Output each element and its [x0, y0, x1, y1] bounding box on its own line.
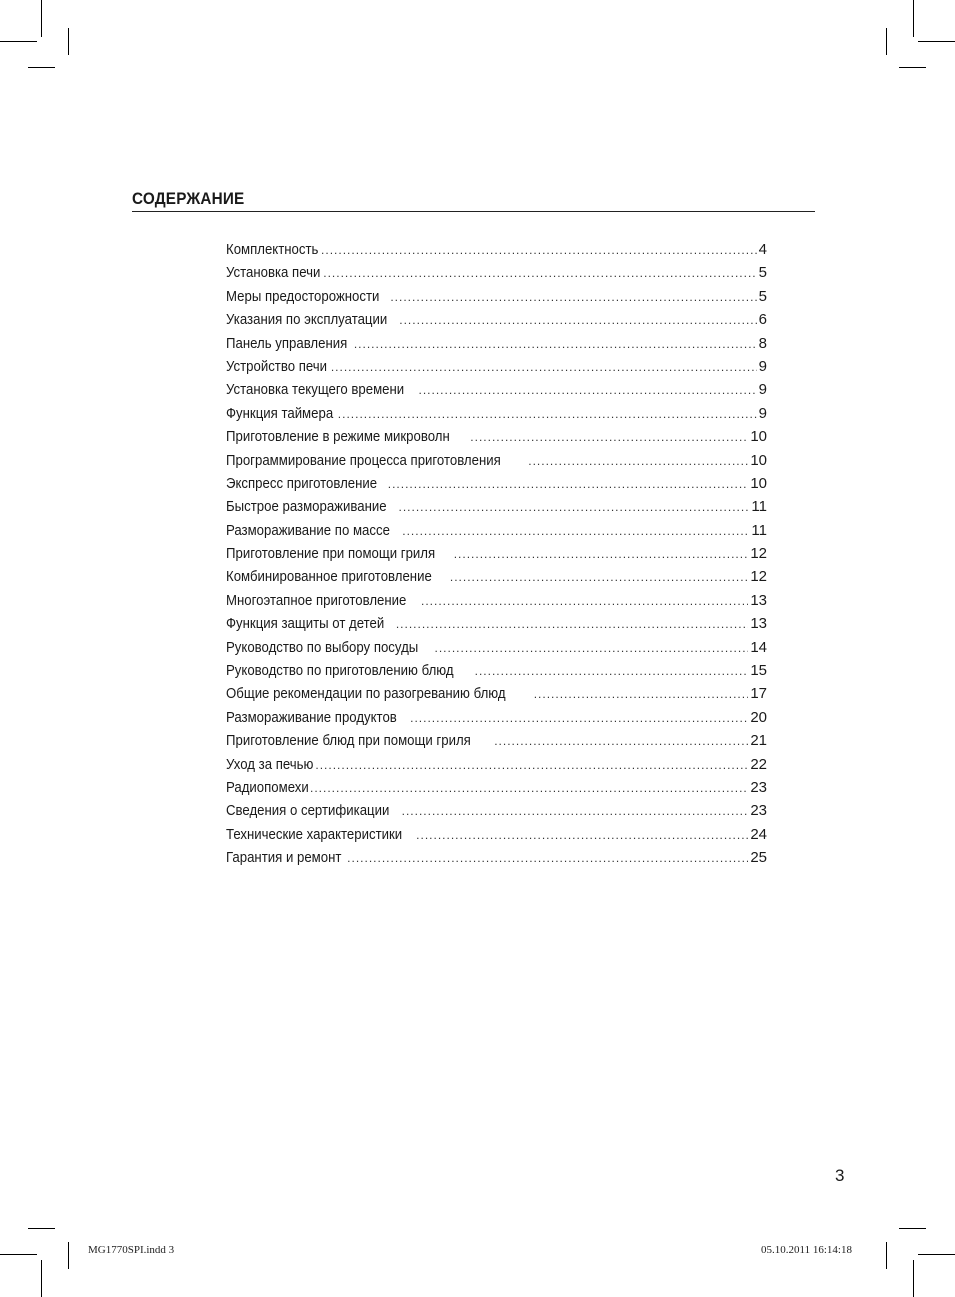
crop-mark [899, 67, 926, 68]
toc-heading-text: СОДЕРЖАНИЕ [132, 189, 245, 208]
toc-entry-title: Приготовление в режиме микроволн [226, 428, 450, 446]
crop-mark [41, 0, 42, 37]
toc-entry-page: 13 [750, 591, 767, 609]
toc-entry-title: Установка текущего времени [226, 381, 405, 399]
toc-entry[interactable] [226, 636, 767, 659]
toc-entry-page: 17 [750, 685, 767, 703]
toc-entry-title: Быстрое размораживание [226, 498, 387, 516]
toc-entry-title: Сведения о сертификации [226, 802, 390, 820]
toc-leader-dots [310, 777, 748, 800]
crop-mark [0, 1254, 37, 1255]
toc-entry-title: Функция защиты от детей [226, 615, 385, 633]
crop-mark [68, 28, 69, 55]
toc-entry-page: 24 [750, 825, 767, 843]
toc-entry[interactable] [226, 799, 767, 822]
crop-mark [918, 1254, 955, 1255]
file-slug: MG1770SPI.indd 3 [88, 1244, 175, 1256]
toc-entry[interactable] [226, 519, 767, 542]
toc-entry-page: 10 [750, 428, 767, 446]
toc-leader-dots [470, 426, 748, 449]
toc-entry-page: 14 [750, 638, 767, 656]
toc-entry[interactable] [226, 823, 767, 846]
toc-leader-dots [410, 707, 748, 730]
toc-entry-title: Уход за печью [226, 755, 314, 773]
toc-leader-dots [347, 847, 748, 870]
toc-entry-page: 5 [758, 264, 767, 282]
toc-entry-page: 20 [750, 708, 767, 726]
toc-entry[interactable] [226, 308, 767, 331]
toc-entry-title: Технические характеристики [226, 825, 403, 843]
toc-entry-page: 8 [758, 334, 767, 352]
crop-mark [68, 1242, 69, 1269]
toc-entry-title: Радиопомехи [226, 778, 309, 796]
toc-heading [132, 189, 815, 212]
toc-leader-dots [338, 403, 757, 426]
toc-leader-dots [354, 333, 757, 356]
toc-entry[interactable] [226, 706, 767, 729]
table-of-contents [226, 238, 767, 870]
toc-entry[interactable] [226, 238, 767, 261]
crop-mark [913, 1260, 914, 1297]
toc-entry-page: 9 [758, 381, 767, 399]
crop-mark [918, 41, 955, 42]
toc-entry-title: Устройство печи [226, 357, 328, 375]
toc-leader-dots [321, 239, 757, 262]
toc-entry-title: Указания по эксплуатации [226, 311, 388, 329]
toc-entry-page: 5 [758, 287, 767, 305]
toc-entry[interactable] [226, 682, 767, 705]
toc-entry-page: 10 [750, 451, 767, 469]
toc-entry-title: Функция таймера [226, 404, 334, 422]
toc-entry[interactable] [226, 612, 767, 635]
toc-entry-title: Меры предосторожности [226, 287, 380, 305]
crop-mark [913, 0, 914, 37]
toc-leader-dots [528, 450, 748, 473]
toc-entry[interactable] [226, 729, 767, 752]
toc-entry[interactable] [226, 285, 767, 308]
toc-entry-title: Многоэтапное приготовление [226, 591, 407, 609]
toc-entry-title: Установка печи [226, 264, 321, 282]
toc-entry-page: 22 [750, 755, 767, 773]
toc-entry-title: Общие рекомендации по разогреванию блюд [226, 685, 506, 703]
toc-entry-page: 12 [750, 568, 767, 586]
toc-entry[interactable] [226, 565, 767, 588]
toc-entry[interactable] [226, 659, 767, 682]
toc-entry-title: Размораживание по массе [226, 521, 390, 539]
toc-entry[interactable] [226, 542, 767, 565]
toc-entry-page: 9 [758, 357, 767, 375]
toc-leader-dots [388, 473, 749, 496]
toc-leader-dots [416, 824, 748, 847]
toc-entry-title: Комплектность [226, 241, 319, 258]
toc-entry-page: 11 [751, 521, 767, 539]
toc-leader-dots [331, 356, 757, 379]
toc-leader-dots [398, 496, 749, 519]
toc-leader-dots [323, 262, 756, 285]
crop-mark [28, 1228, 55, 1229]
toc-entry-title: Руководство по приготовлению блюд [226, 662, 454, 680]
toc-entry[interactable] [226, 449, 767, 472]
toc-entry-title: Приготовление при помощи гриля [226, 545, 436, 563]
toc-entry-page: 25 [750, 849, 767, 867]
toc-entry[interactable] [226, 261, 767, 284]
toc-leader-dots [396, 613, 748, 636]
toc-leader-dots [315, 754, 748, 777]
crop-mark [28, 67, 55, 68]
toc-entry[interactable] [226, 776, 767, 799]
date-slug: 05.10.2011 16:14:18 [761, 1244, 852, 1256]
crop-mark [886, 28, 887, 55]
toc-leader-dots [450, 566, 748, 589]
toc-entry-page: 11 [751, 498, 767, 516]
toc-entry-page: 13 [750, 615, 767, 633]
toc-entry-page: 23 [750, 778, 767, 796]
toc-entry[interactable] [226, 402, 767, 425]
toc-entry[interactable] [226, 378, 767, 401]
toc-entry-page: 21 [750, 732, 767, 750]
crop-mark [0, 41, 37, 42]
toc-leader-dots [434, 637, 748, 660]
toc-leader-dots [454, 543, 749, 566]
toc-entry[interactable] [226, 425, 767, 448]
toc-entry[interactable] [226, 472, 767, 495]
crop-mark [41, 1260, 42, 1297]
toc-entry-title: Панель управления [226, 334, 348, 352]
toc-entry[interactable] [226, 589, 767, 612]
toc-entry-page: 4 [758, 241, 767, 258]
toc-entry-title: Экспресс приготовление [226, 474, 378, 492]
toc-leader-dots [475, 660, 749, 683]
toc-entry[interactable] [226, 753, 767, 776]
toc-leader-dots [494, 730, 748, 753]
toc-leader-dots [421, 590, 748, 613]
toc-leader-dots [402, 520, 749, 543]
toc-entry-title: Руководство по выбору посуды [226, 638, 419, 656]
toc-leader-dots [418, 379, 756, 402]
toc-entry-page: 23 [750, 802, 767, 820]
toc-entry-page: 9 [758, 404, 767, 422]
toc-entry-page: 12 [750, 545, 767, 563]
crop-mark [886, 1242, 887, 1269]
toc-entry-page: 6 [758, 311, 767, 329]
page-number: 3 [835, 1166, 845, 1185]
toc-entry[interactable] [226, 355, 767, 378]
toc-entry-title: Программирование процесса приготовления [226, 451, 501, 469]
toc-entry-title: Приготовление блюд при помощи гриля [226, 732, 471, 750]
toc-entry[interactable] [226, 495, 767, 518]
toc-entry-title: Гарантия и ремонт [226, 849, 342, 867]
crop-mark [899, 1228, 926, 1229]
toc-entry[interactable] [226, 332, 767, 355]
toc-leader-dots [390, 286, 756, 309]
toc-leader-dots [534, 683, 749, 706]
toc-entry-title: Размораживание продуктов [226, 708, 397, 726]
toc-entry-page: 15 [750, 662, 767, 680]
toc-entry-page: 10 [750, 474, 767, 492]
toc-leader-dots [399, 309, 756, 332]
toc-entry[interactable] [226, 846, 767, 869]
toc-entry-title: Комбинированное приготовление [226, 568, 432, 586]
toc-leader-dots [402, 800, 749, 823]
